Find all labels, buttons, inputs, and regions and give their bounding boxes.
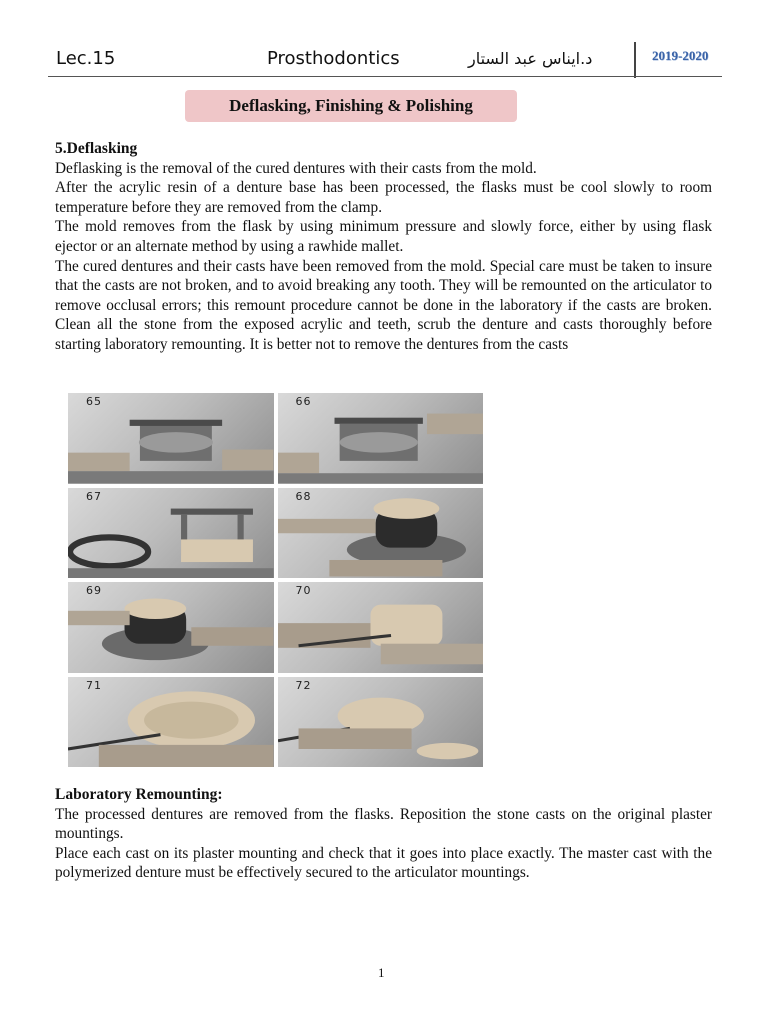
paragraph: Deflasking is the removal of the cured dentures with their casts from the mold. — [55, 159, 537, 177]
header-divider — [634, 42, 636, 78]
photo-label: 68 — [295, 489, 312, 503]
photo-69 — [68, 582, 274, 673]
course-name: Prosthodontics — [267, 48, 400, 69]
page-header — [48, 42, 722, 78]
photo-label: 72 — [295, 678, 312, 692]
paragraph: The cured dentures and their casts have been removed from the mold. Special care must be taken to insure that the casts are not broken, and to avoid breaking any tooth. They will be remounted on the articulator to remove occlusal errors; this remount procedure cannot be done in the laboratory if the casts are broken. Clean all the stone from the exposed acrylic and teeth, scrub the denture and casts thoroughly before starting laboratory remounting. It is better not to remove the dentures from the casts — [55, 257, 712, 353]
section-heading: 5.Deflasking — [55, 140, 138, 157]
photo-66 — [278, 393, 484, 484]
photo-72 — [278, 677, 484, 768]
photo-65 — [68, 393, 274, 484]
photo-label: 67 — [86, 489, 102, 503]
section-laboratory-remounting — [55, 785, 712, 883]
photo-label: 71 — [86, 678, 102, 692]
photo-68 — [278, 488, 484, 579]
photo-label: 70 — [295, 584, 312, 597]
paragraph: The processed dentures are removed from the flasks. Reposition the stone casts on the original plaster mountings. — [55, 805, 712, 843]
section-deflasking — [55, 139, 712, 355]
photo-70 — [278, 582, 484, 673]
paragraph: After the acrylic resin of a denture base has been processed, the flasks must be cool slowly to room temperature before they are removed from the clamp. — [55, 179, 712, 216]
paragraph: The mold removes from the flask by using minimum pressure and slowly force, either by using flask ejector or an alternate method by using a rawhide mallet. — [55, 218, 712, 255]
section-heading: Laboratory Remounting: — [55, 786, 223, 803]
photo-label: 69 — [86, 584, 102, 597]
page-number: 1 — [378, 965, 385, 980]
photo-label: 66 — [295, 395, 312, 408]
paragraph: Place each cast on its plaster mounting and check that it goes into place exactly. The master cast with the polymerized denture must be effectively secured to the articulator mountings. — [55, 844, 712, 882]
photo-71 — [68, 677, 274, 768]
page-title: Deflasking, Finishing & Polishing — [185, 90, 517, 122]
photo-67 — [68, 488, 274, 579]
academic-year: 2019-2020 — [652, 48, 709, 63]
header-rule — [48, 76, 722, 77]
photo-label: 65 — [86, 395, 102, 408]
lecture-number: Lec.15 — [56, 48, 116, 69]
author-name: د.ايناس عبد الستار — [468, 49, 593, 68]
deflasking-photo-grid — [68, 393, 483, 767]
